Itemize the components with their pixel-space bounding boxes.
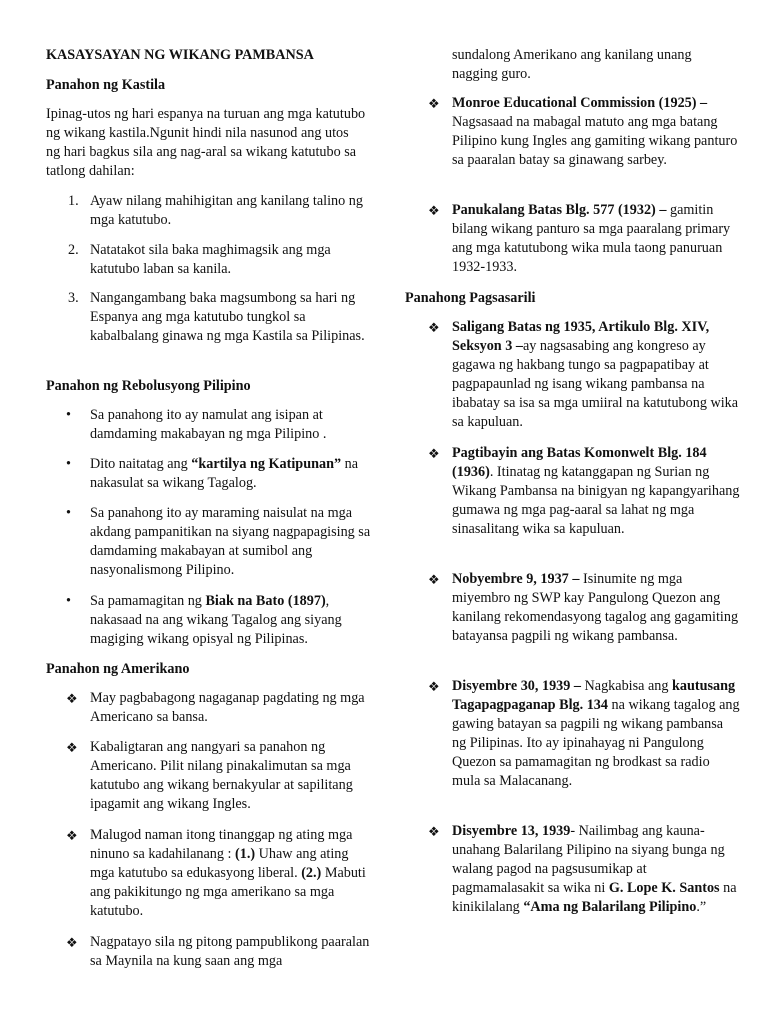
diamond-bullet-icon: ❖ (428, 572, 440, 587)
bullet-icon: • (66, 505, 71, 521)
bullet-icon: • (66, 456, 71, 472)
diamond-bullet-icon: ❖ (428, 446, 440, 461)
list-number: 2. (68, 242, 79, 258)
diamond-bullet-icon: ❖ (428, 824, 440, 839)
diamond-bullet-icon: ❖ (66, 935, 78, 950)
heading-pagsasarili: Panahong Pagsasarili (405, 290, 536, 306)
kastila-intro: Ipinag-utos ng hari espanya na turuan ang mga katutubo ng wikang kastila.Ngunit hindi nila nasunod ang utos ng hari bagkus sila ang nag-aral sa wikang katutubo sa tatlong dahilan: (46, 106, 366, 179)
document-title: KASAYSAYAN NG WIKANG PAMBANSA (46, 47, 314, 63)
bullet-icon: • (66, 407, 71, 423)
heading-amerikano: Panahon ng Amerikano (46, 661, 190, 677)
diamond-bullet-icon: ❖ (428, 679, 440, 694)
bullet-icon: • (66, 593, 71, 609)
list-number: 3. (68, 290, 79, 306)
heading-rebolusyon: Panahon ng Rebolusyong Pilipino (46, 378, 251, 394)
diamond-bullet-icon: ❖ (66, 828, 78, 843)
diamond-bullet-icon: ❖ (428, 96, 440, 111)
diamond-bullet-icon: ❖ (428, 203, 440, 218)
heading-kastila: Panahon ng Kastila (46, 77, 166, 93)
list-number: 1. (68, 193, 79, 209)
diamond-bullet-icon: ❖ (66, 691, 78, 706)
diamond-bullet-icon: ❖ (428, 320, 440, 335)
diamond-bullet-icon: ❖ (66, 740, 78, 755)
